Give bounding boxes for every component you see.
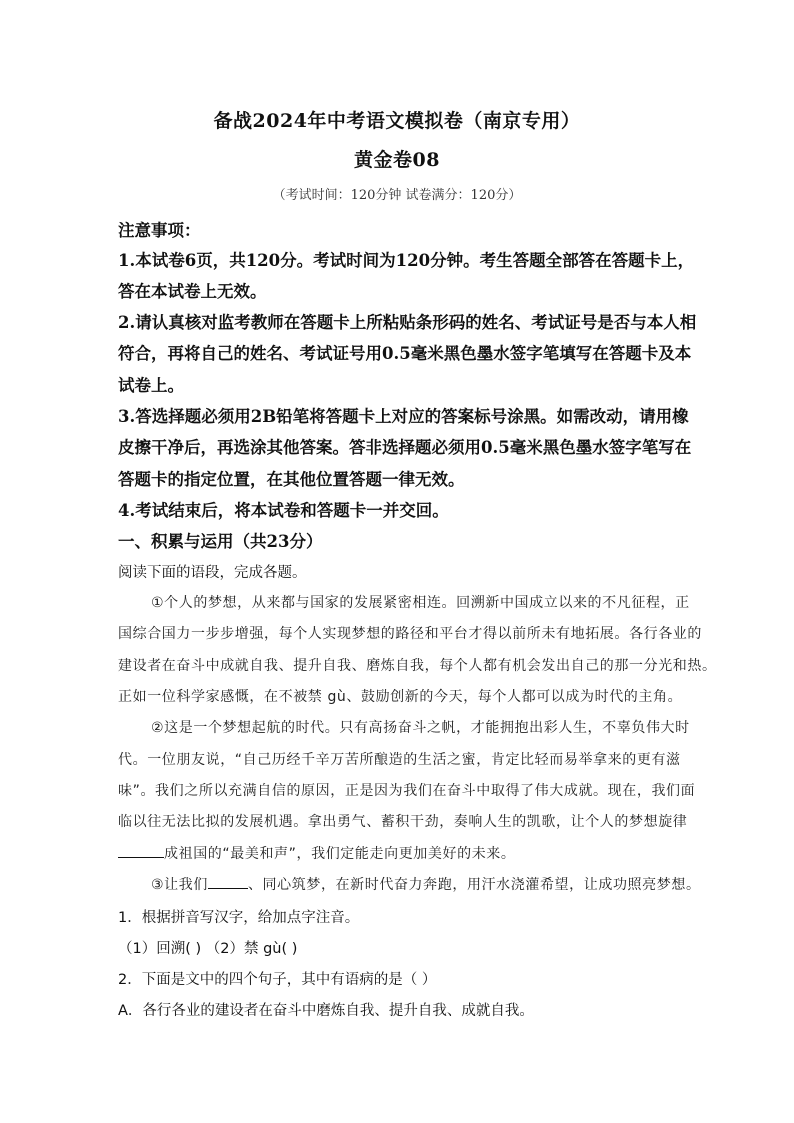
notice-line: 答在本试卷上无效。 <box>118 282 267 301</box>
question-2-option-a: A．各行各业的建设者在奋斗中磨炼自我、提升自我、成就自我。 <box>118 1003 534 1019</box>
passage-line: 临以往无法比拟的发展机遇。拿出勇气、蓄积干劲，奏响人生的凯歌，让个人的梦想旋律 <box>118 814 688 830</box>
notice-heading: 注意事项： <box>118 221 201 240</box>
notice-line: 答题卡的指定位置，在其他位置答题一律无效。 <box>118 470 465 489</box>
question-1: 1．根据拼音写汉字，给加点字注音。 <box>118 910 360 926</box>
fill-blank <box>208 874 248 889</box>
fill-blank <box>118 843 164 858</box>
notice-line: 1.本试卷6页，共120分。考试时间为120分钟。考生答题全部答在答题卡上， <box>118 251 695 270</box>
passage-line: 正如一位科学家感慨，在不被禁 gù、鼓励创新的今天，每个人都可以成为时代的主角。 <box>118 689 683 705</box>
passage-line: ②这是一个梦想起航的时代。只有高扬奋斗之帆，才能拥抱出彩人生，不辜负伟大时 <box>151 720 690 736</box>
question-2: 2．下面是文中的四个句子，其中有语病的是（ ） <box>118 972 437 988</box>
passage-line <box>118 843 516 863</box>
notice-line: 2.请认真核对监考教师在答题卡上所粘贴条形码的姓名、考试证号是否与本人相 <box>118 313 697 332</box>
notice-line: 皮擦干净后，再选涂其他答案。答非选择题必须用0.5毫米黑色墨水签字笔写在 <box>118 438 692 457</box>
notice-line: 试卷上。 <box>118 376 184 395</box>
passage-line: ①个人的梦想，从来都与国家的发展紧密相连。回溯新中国成立以来的不凡征程，正 <box>151 595 690 611</box>
passage-text: 成祖国的“最美和声”，我们定能走向更加美好的未来。 <box>164 846 516 862</box>
passage-text: 、同心筑梦，在新时代奋力奔跑，用汗水浇灌希望，让成功照亮梦想。 <box>247 877 701 893</box>
passage-line: 味”。我们之所以充满自信的原因，正是因为我们在奋斗中取得了伟大成就。现在，我们面 <box>118 783 696 799</box>
passage-text: ③让我们 <box>151 877 208 893</box>
passage-line: 国综合国力一步步增强，每个人实现梦想的路径和平台才得以前所未有地拓展。各行各业的 <box>118 626 702 642</box>
passage-line: 建设者在奋斗中成就自我、提升自我、磨炼自我，每个人都有机会发出自己的那一分光和热。 <box>118 658 717 674</box>
exam-subtitle: 黄金卷08 <box>354 149 440 171</box>
passage-line <box>151 874 701 894</box>
exam-meta: （考试时间：120分钟 试卷满分：120分） <box>272 188 522 203</box>
notice-line: 4.考试结束后，将本试卷和答题卡一并交回。 <box>118 501 449 520</box>
notice-line: 3.答选择题必须用2B铅笔将答题卡上对应的答案标号涂黑。如需改动，请用橡 <box>118 407 689 426</box>
notice-line: 符合，再将自己的姓名、考试证号用0.5毫米黑色墨水签字笔填写在答题卡及本 <box>118 344 692 363</box>
question-1-items: （1）回溯( ) （2）禁 gù( ) <box>118 941 298 957</box>
section-instruction: 阅读下面的语段，完成各题。 <box>118 565 307 581</box>
exam-title: 备战2024年中考语文模拟卷（南京专用） <box>213 110 581 132</box>
passage-line: 代。一位朋友说，“自己历经千辛万苦所酿造的生活之蜜，肯定比轻而易举拿来的更有滋 <box>118 752 681 768</box>
section-heading: 一、积累与运用（共23分） <box>118 532 323 551</box>
